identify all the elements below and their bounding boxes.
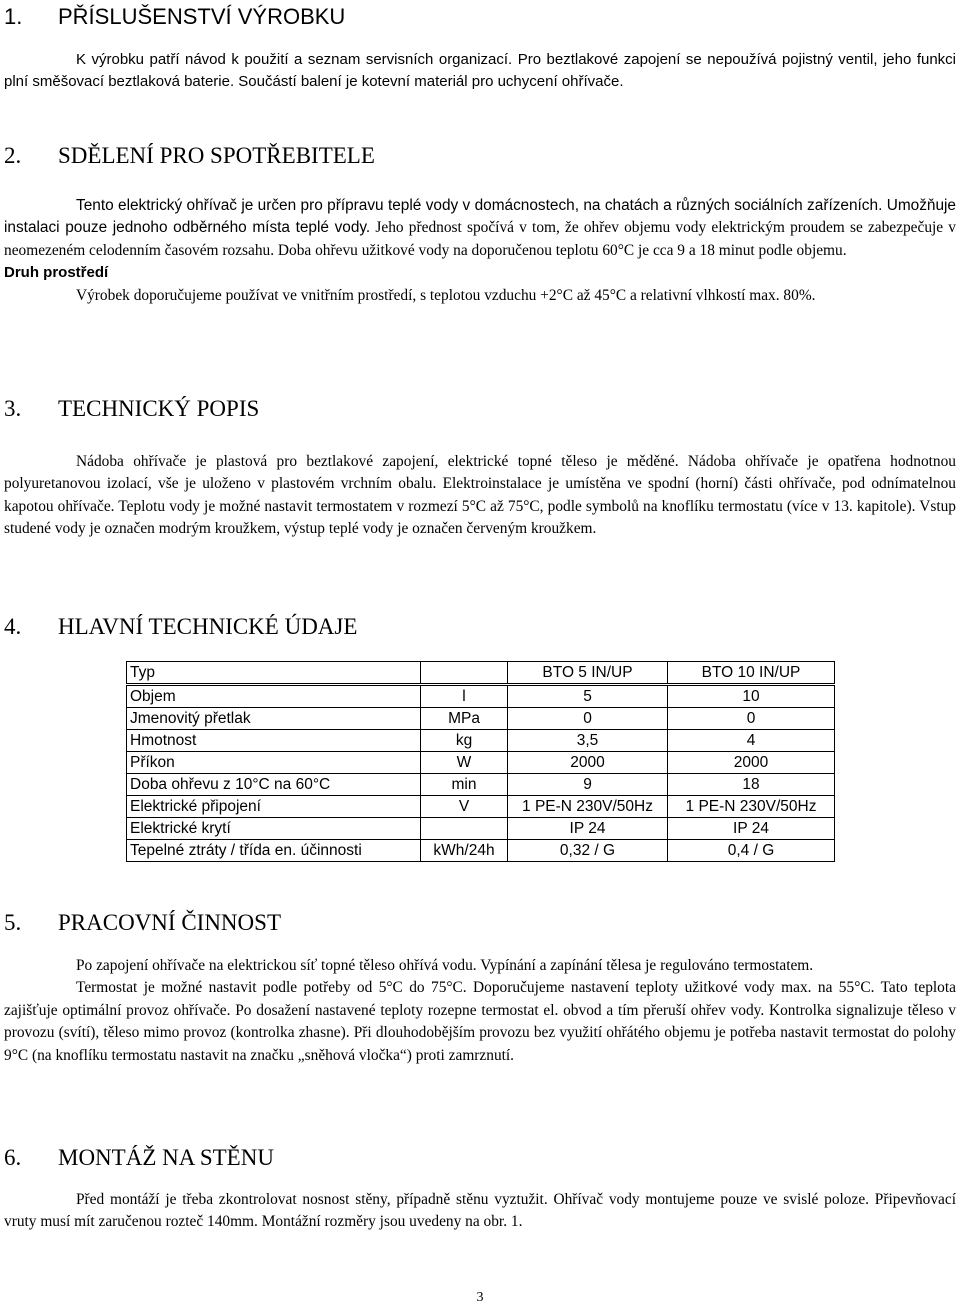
table-cell: kg — [421, 730, 508, 752]
section-title: SDĚLENÍ PRO SPOTŘEBITELE — [58, 143, 375, 168]
table-header-row — [127, 662, 835, 685]
table-row — [127, 685, 835, 708]
table-cell: Elektrické krytí — [127, 818, 421, 840]
section-5-body — [4, 955, 956, 1067]
table-cell: Doba ohřevu z 10°C na 60°C — [127, 774, 421, 796]
table-cell: W — [421, 752, 508, 774]
table-cell: Jmenovitý přetlak — [127, 708, 421, 730]
section-number: 5. — [4, 910, 22, 935]
paragraph: Po zapojení ohřívače na elektrickou síť topné těleso ohřívá vodu. Vypínání a zapínání tělesa je regulováno termostatem. — [76, 957, 814, 974]
section-6-heading — [4, 1145, 274, 1171]
section-6-body — [4, 1189, 956, 1234]
section-4-heading — [4, 614, 357, 640]
paragraph: Nádoba ohřívače je plastová pro beztlakové zapojení, elektrické topné těleso je měděné. Nádoba ohřívače je opatřena hodnotnou polyuretanovou izolací, vše je uloženo v plastovém vrchním obalu. Elektroinstalace je umístěna ve spodní (horní) části ohřívače, pod odnímatelnou kapotou ohřívače. Teplotu vody je možné nastavit termostatem v rozmezí 5°C až 75°C, podle symbolů na knoflíku termostatu (více v 13. kapitole). Vstup studené vody je označen modrým kroužkem, výstup teplé vody je označen červeným kroužkem. — [4, 453, 956, 538]
paragraph-sans-part: Tento elektrický ohřívač je určen pro přípravu teplé vody v domácnostech, na chatách a různých sociálních zařízeních. Umožňuje instalaci pouze jednoho odběrného místa teplé vody. — [4, 197, 956, 237]
section-2-body — [4, 195, 956, 307]
table-cell: 2000 — [508, 752, 668, 774]
section-1-body — [4, 49, 956, 94]
section-3-heading — [4, 396, 259, 422]
table-cell: Hmotnost — [127, 730, 421, 752]
paragraph: K výrobku patří návod k použití a seznam servisních organizací. Pro beztlakové zapojení se nepoužívá pojistný ventil, jeho funkci plní směšovací beztlaková baterie. Součástí balení je kotevní materiál pro uchycení ohřívače. — [4, 51, 956, 91]
table-cell: 0,32 / G — [508, 840, 668, 862]
table-row — [127, 774, 835, 796]
paragraph — [4, 195, 956, 262]
table-cell: 10 — [668, 685, 835, 708]
section-5-heading — [4, 910, 281, 936]
table-row — [127, 840, 835, 862]
table-cell: 9 — [508, 774, 668, 796]
table-cell: 2000 — [668, 752, 835, 774]
table-cell: 1 PE-N 230V/50Hz — [508, 796, 668, 818]
section-number: 6. — [4, 1145, 22, 1170]
table-cell: 5 — [508, 685, 668, 708]
section-3-body — [4, 451, 956, 541]
table-cell: IP 24 — [508, 818, 668, 840]
section-number: 1. — [4, 4, 23, 29]
section-number: 3. — [4, 396, 22, 421]
table-cell: 1 PE-N 230V/50Hz — [668, 796, 835, 818]
table-cell: Tepelné ztráty / třída en. účinnosti — [127, 840, 421, 862]
paragraph-serif-part: Jeho přednost spočívá v tom, že ohřev objemu vody elektrickým proudem se zabezpečuje v neomezeném celodenním časovém rozsahu. Doba ohřevu užitkové vody na doporučenou teplotu 60°C je cca 9 a 18 minut podle objemu. — [4, 219, 957, 259]
section-title: TECHNICKÝ POPIS — [58, 396, 260, 421]
table-cell: Příkon — [127, 752, 421, 774]
table-cell: l — [421, 685, 508, 708]
section-1-heading — [4, 4, 345, 30]
table-cell: 0 — [508, 708, 668, 730]
page-number: 3 — [476, 1290, 484, 1305]
table-row — [127, 796, 835, 818]
table-cell: BTO 5 IN/UP — [508, 662, 668, 685]
table-cell: min — [421, 774, 508, 796]
table-cell: Typ — [127, 662, 421, 685]
section-title: PRACOVNÍ ČINNOST — [58, 910, 281, 935]
table-row — [127, 708, 835, 730]
table-cell: 3,5 — [508, 730, 668, 752]
paragraph: Termostat je možné nastavit podle potřeby od 5°C do 75°C. Doporučujeme nastavení teploty užitkové vody max. na 55°C. Tato teplota zajišťuje optimální provoz ohřívače. Po dosažení nastavené teploty rozepne termostat el. obvod a tím přeruší ohřev vody. Kontrolka signalizuje těleso v provozu (svítí), těleso mimo provoz (kontrolka zhasne). Při dlouhodobějším provozu bez využití ohřátého objemu je potřeba nastavit termostat do polohy 9°C (na knoflíku termostatu nastavit na značku „sněhová vločka“) proti zamrznutí. — [4, 979, 956, 1064]
table-cell: V — [421, 796, 508, 818]
table-cell: 4 — [668, 730, 835, 752]
section-number: 4. — [4, 614, 22, 639]
subheading: Druh prostředí — [4, 264, 109, 282]
section-title: PŘÍSLUŠENSTVÍ VÝROBKU — [58, 4, 346, 29]
table-cell: IP 24 — [668, 818, 835, 840]
section-number: 2. — [4, 143, 22, 168]
paragraph: Výrobek doporučujeme používat ve vnitřním prostředí, s teplotou vzduchu +2°C až 45°C a relativní vlhkostí max. 80%. — [76, 286, 816, 304]
section-title: MONTÁŽ NA STĚNU — [58, 1145, 274, 1170]
table-cell: kWh/24h — [421, 840, 508, 862]
table-cell: MPa — [421, 708, 508, 730]
table-cell: Elektrické připojení — [127, 796, 421, 818]
table-row — [127, 752, 835, 774]
table-cell — [421, 662, 508, 685]
table-cell: BTO 10 IN/UP — [668, 662, 835, 685]
section-title: HLAVNÍ TECHNICKÉ ÚDAJE — [58, 614, 358, 639]
table-cell: 0,4 / G — [668, 840, 835, 862]
technical-data-table — [126, 661, 835, 862]
table-cell — [421, 818, 508, 840]
table-cell: Objem — [127, 685, 421, 708]
table-row — [127, 730, 835, 752]
table-row — [127, 818, 835, 840]
table-cell: 0 — [668, 708, 835, 730]
section-2-heading — [4, 143, 375, 169]
table-cell: 18 — [668, 774, 835, 796]
paragraph: Před montáží je třeba zkontrolovat nosnost stěny, případně stěnu vyztužit. Ohřívač vody montujeme pouze ve svislé poloze. Připevňovací vruty musí mít zaručenou rozteč 140mm. Montážní rozměry jsou uvedeny na obr. 1. — [4, 1191, 956, 1231]
